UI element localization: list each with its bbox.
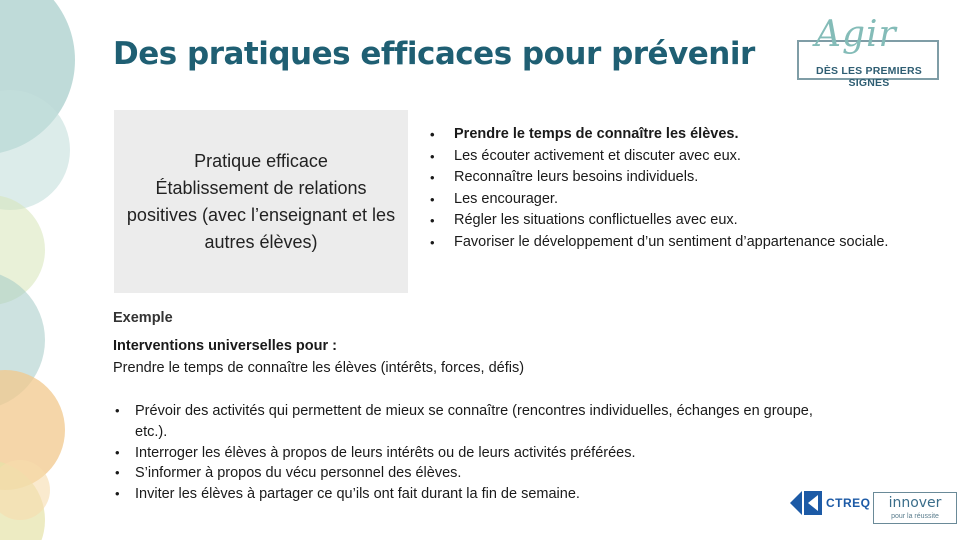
- activities-list: [113, 401, 833, 505]
- practice-item: • Reconnaître leurs besoins individuels.: [426, 167, 926, 189]
- practices-list: [426, 124, 926, 254]
- ctreq-mark-icon: [790, 490, 824, 516]
- example-label: Exemple: [113, 310, 173, 326]
- logo-tagline: DÈS LES PREMIERS SIGNES: [816, 65, 922, 89]
- practice-item: • Les encourager.: [426, 189, 926, 211]
- practice-item: • Favoriser le développement d’un sentiment d’appartenance sociale.: [426, 232, 926, 254]
- activity-item: • S’informer à propos du vécu personnel des élèves.: [113, 463, 833, 484]
- ctreq-logo: [790, 490, 871, 516]
- logo-word: Agir: [815, 14, 897, 55]
- practice-box-body: Établissement de relations positives (avec l’enseignant et les autres élèves): [126, 177, 396, 252]
- interventions-title: Interventions universelles pour :: [113, 338, 337, 354]
- slide-title: Des pratiques efficaces pour prévenir: [113, 36, 755, 72]
- practice-box: [114, 110, 408, 293]
- innover-label: innover: [888, 495, 942, 511]
- innover-logo: [873, 492, 957, 524]
- activity-item: • Inviter les élèves à partager ce qu’ils ont fait durant la fin de semaine.: [113, 484, 833, 505]
- activity-item: • Prévoir des activités qui permettent de mieux se connaître (rencontres individuelles, échanges en groupe, etc.).: [113, 401, 833, 443]
- practice-item: • Prendre le temps de connaître les élèves.: [426, 124, 926, 146]
- decorative-left-border: [0, 0, 80, 540]
- activity-item: • Interroger les élèves à propos de leurs intérêts ou de leurs activités préférées.: [113, 443, 833, 464]
- practice-item: • Régler les situations conflictuelles avec eux.: [426, 210, 926, 232]
- innover-sublabel: pour la réussite: [891, 513, 939, 520]
- agir-logo: [797, 14, 941, 89]
- practice-box-title: Pratique efficace: [194, 150, 328, 171]
- interventions-subtitle: Prendre le temps de connaître les élèves (intérêts, forces, défis): [113, 360, 525, 376]
- practice-item: • Les écouter activement et discuter avec eux.: [426, 146, 926, 168]
- ctreq-label: CTREQ: [826, 496, 871, 510]
